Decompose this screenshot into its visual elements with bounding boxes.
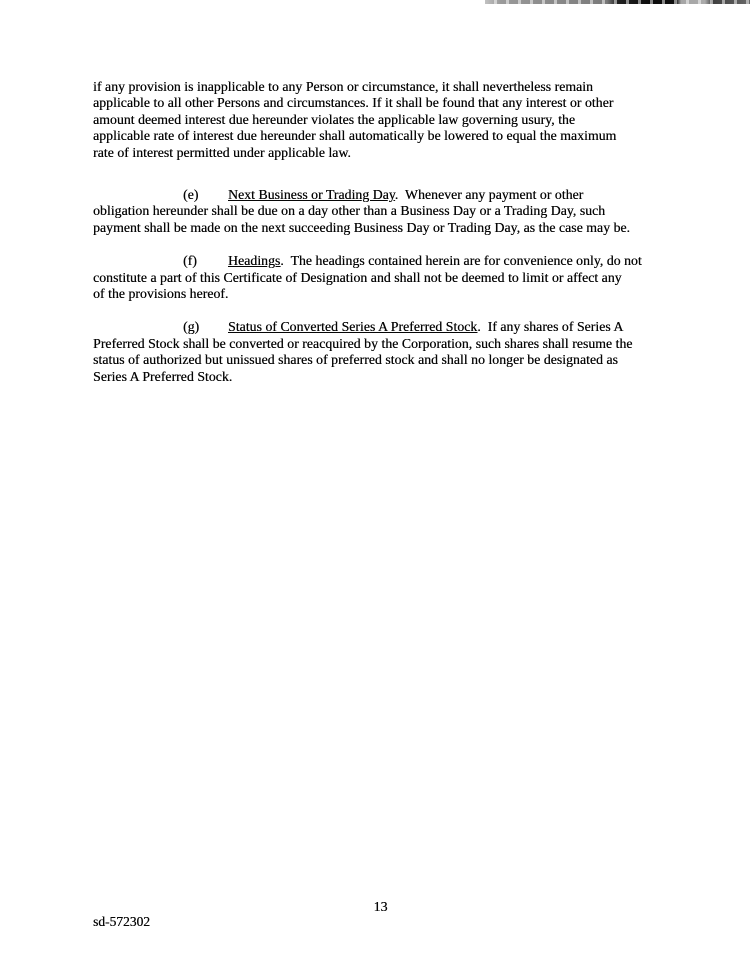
paragraph-line: payment shall be made on the next succeeding Business Day or Trading Day, as the case may be.	[93, 219, 630, 235]
body-paragraph	[93, 253, 678, 302]
paragraph-line	[93, 253, 678, 269]
paragraph-line	[93, 319, 678, 335]
body-paragraph	[93, 187, 678, 236]
paragraph-line: Series A Preferred Stock.	[93, 368, 233, 384]
section-letter: (f)	[183, 253, 197, 269]
document-body	[93, 79, 678, 402]
body-paragraph	[93, 79, 678, 161]
section-letter: (g)	[183, 319, 200, 335]
paragraph-line: of the provisions hereof.	[93, 286, 229, 302]
paragraph-line: applicable to all other Persons and circumstances. If it shall be found that any interest or other	[93, 95, 614, 111]
paragraph-line: amount deemed interest due hereunder violates the applicable law governing usury, the	[93, 111, 575, 127]
paragraph-line: rate of interest permitted under applicable law.	[93, 144, 351, 160]
paragraph-line: obligation hereunder shall be due on a day other than a Business Day or a Trading Day, such	[93, 203, 606, 219]
section-heading: Next Business or Trading Day	[228, 187, 395, 203]
section-heading: Status of Converted Series A Preferred Stock	[228, 319, 478, 335]
page-number: 13	[373, 900, 388, 915]
document-id: sd-572302	[93, 914, 150, 929]
paragraph-line: applicable rate of interest due hereunder shall automatically be lowered to equal the maximum	[93, 128, 617, 144]
paragraph-line	[93, 187, 678, 203]
body-paragraph	[93, 319, 678, 385]
scan-noise-band	[485, 0, 750, 4]
paragraph-line: constitute a part of this Certificate of Designation and shall not be deemed to limit or affect any	[93, 269, 622, 285]
section-letter: (e)	[183, 187, 199, 203]
paragraph-line: status of authorized but unissued shares of preferred stock and shall no longer be designated as	[93, 352, 618, 368]
section-heading: Headings	[228, 253, 281, 269]
section-heading-rest: . The headings contained herein are for convenience only, do not	[280, 253, 642, 269]
paragraph-line: Preferred Stock shall be converted or reacquired by the Corporation, such shares shall resume the	[93, 335, 633, 351]
section-heading-rest: . Whenever any payment or other	[394, 187, 584, 203]
paragraph-line: if any provision is inapplicable to any Person or circumstance, it shall nevertheless remain	[93, 79, 593, 94]
section-heading-rest: . If any shares of Series A	[477, 319, 624, 335]
